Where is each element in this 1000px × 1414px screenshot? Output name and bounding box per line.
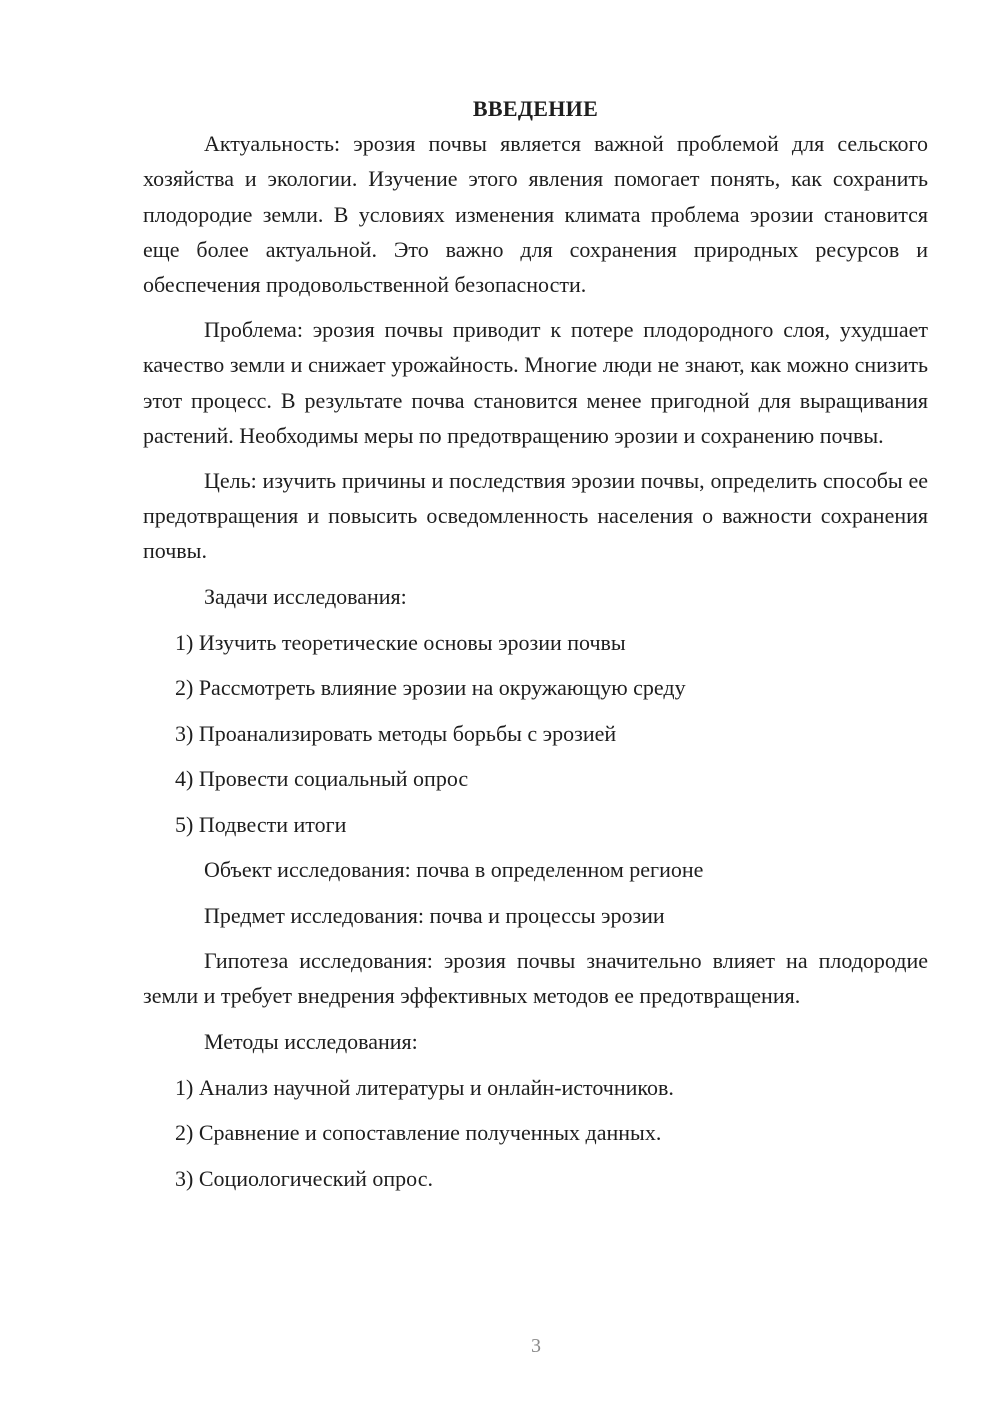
methods-heading: Методы исследования: — [204, 1029, 418, 1055]
tasks-list — [143, 625, 928, 842]
methods-list — [143, 1070, 928, 1196]
task-item: 1) Изучить теоретические основы эрозии почвы — [175, 629, 626, 655]
task-item: 3) Проанализировать методы борьбы с эрозией — [175, 720, 617, 746]
problem-paragraph: Проблема: эрозия почвы приводит к потере плодородного слоя, ухудшает качество земли и снижает урожайность. Многие люди не знают, как можно снизить этот процесс. В результате почва становится менее пригодной для выращивания растений. Необходимы меры по предотвращению эрозии и сохранению почвы. — [143, 316, 928, 448]
method-item: 1) Анализ научной литературы и онлайн-источников. — [175, 1074, 674, 1100]
hypothesis-paragraph: Гипотеза исследования: эрозия почвы значительно влияет на плодородие земли и требует внедрения эффективных методов ее предотвращения. — [143, 948, 928, 1009]
subject-line: Предмет исследования: почва и процессы эрозии — [204, 902, 665, 928]
section-heading: ВВЕДЕНИЕ — [472, 96, 599, 121]
object-line: Объект исследования: почва в определенном регионе — [204, 857, 704, 883]
tasks-heading: Задачи исследования: — [204, 584, 407, 610]
task-item: 2) Рассмотреть влияние эрозии на окружающую среду — [175, 675, 686, 701]
page-content — [143, 92, 928, 1196]
method-item: 2) Сравнение и сопоставление полученных данных. — [175, 1120, 662, 1146]
goal-paragraph: Цель: изучить причины и последствия эрозии почвы, определить способы ее предотвращения и повысить осведомленность населения о важности сохранения почвы. — [143, 467, 928, 564]
method-item: 3) Социологический опрос. — [175, 1165, 433, 1191]
relevance-paragraph: Актуальность: эрозия почвы является важной проблемой для сельского хозяйства и экологии. Изучение этого явления помогает понять, как сохранить плодородие земли. В условиях изменения климата проблема эрозии становится еще более актуальной. Это важно для сохранения природных ресурсов и обеспечения продовольственной безопасности. — [143, 131, 928, 298]
task-item: 4) Провести социальный опрос — [175, 766, 469, 792]
task-item: 5) Подвести итоги — [175, 811, 347, 837]
page-number: 3 — [531, 1335, 541, 1357]
